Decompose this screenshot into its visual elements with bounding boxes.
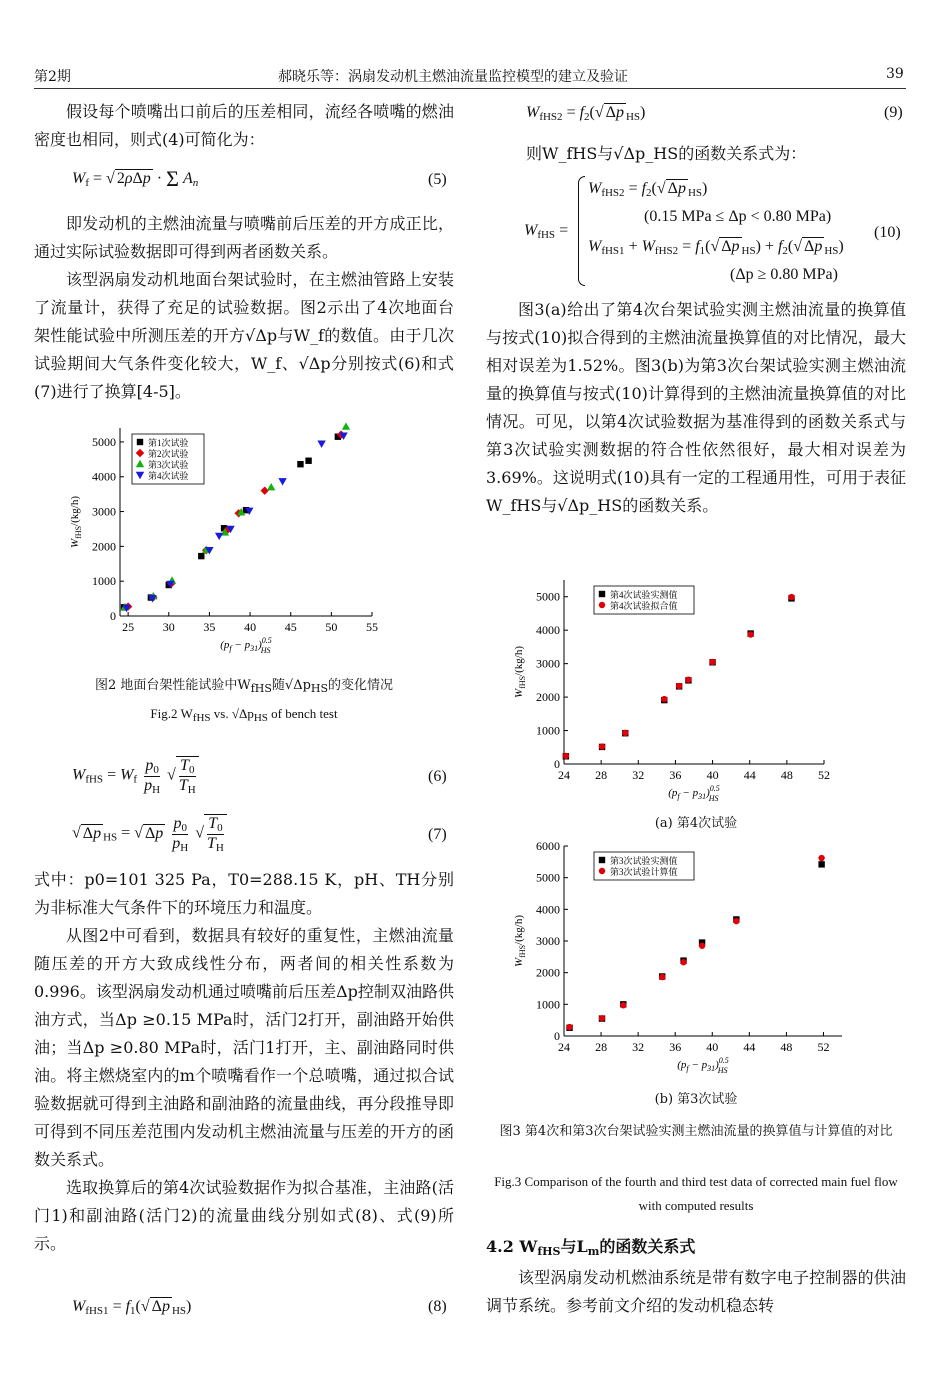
y-axis-label: $W_{fHS}/(kg/h)$ xyxy=(69,495,83,549)
x-tick-label: 24 xyxy=(558,1040,570,1054)
data-point xyxy=(297,461,303,467)
data-point xyxy=(747,631,753,637)
figure-3a-chart xyxy=(500,572,850,808)
paragraph: 式中：p0=101 325 Pa，T0=288.15 K，pH、TH分别为非标准大气条件下的环境压力和温度。 xyxy=(34,870,454,917)
equation-10-cond1: (0.15 MPa ≤ Δp < 0.80 MPa) xyxy=(644,208,832,225)
legend-marker xyxy=(599,602,605,608)
figure-2-caption-en: Fig.2 $W_{fHS}$ vs. $√\Delta p_{HS}$ of bench test xyxy=(150,706,338,724)
section-heading: 4.2 $W_{fHS}$与$L_m$的函数关系式 xyxy=(486,1237,696,1258)
data-point xyxy=(342,422,350,429)
paragraph: 从图2中可看到，数据具有较好的重复性，主燃油流量随压差的开方大致成线性分布，两者间的相关性系数为0.996。该型涡扇发动机通过喷嘴前后压差Δp控制双油路供油方式，当Δp ≥0.15 MPa时，活门2打开，副油路开始供油；当Δp ≥0.80 MPa时，活门1打开，主、副油路同时供油。将主燃烧室内的m个喷嘴看作一个总喷嘴，通过拟合试验数据就可得到主油路和副油路的流量曲线，再分段推导即可得到不同压差范围内发动机主燃油流量与压差的开方的函数关系式。 xyxy=(34,926,454,1169)
x-tick-label: 44 xyxy=(743,768,756,782)
equation-7: √ Δp $_{HS}$ = √ Δp $\frac{p_0}{p_H}$ √ $\frac{T_0}{T_H}$ xyxy=(72,814,227,854)
paragraph: 该型涡扇发动机地面台架试验时，在主燃油管路上安装了流量计，获得了充足的试验数据。图2示出了4次地面台架性能试验中所测压差的开方√Δp与W_f的数值。由于几次试验期间大气条件变化较大，W_f、√Δp分别按式(6)和式(7)进行了换算[4-5]。 xyxy=(34,270,454,401)
x-tick-label: 28 xyxy=(595,768,608,782)
y-tick-label: 0 xyxy=(554,1029,560,1043)
left-column-block xyxy=(34,210,454,406)
figure-3a-subcaption: (a) 第4次试验 xyxy=(654,816,738,831)
x-tick-label: 44 xyxy=(743,1040,756,1054)
x-tick-label: 36 xyxy=(669,768,682,782)
x-tick-label: 55 xyxy=(366,620,378,634)
figure-2-chart xyxy=(60,420,390,660)
x-tick-label: 48 xyxy=(780,768,793,782)
legend-entry: 第4次试验实测值 xyxy=(610,590,678,600)
data-point xyxy=(566,1024,572,1030)
x-tick-label: 40 xyxy=(244,620,257,634)
equation-number: (6) xyxy=(428,768,447,785)
paragraph: 则W_fHS与√Δp_HS的函数关系式为： xyxy=(526,144,807,163)
data-point xyxy=(267,483,275,490)
header-rule xyxy=(34,88,906,89)
legend-entry: 第2次试验 xyxy=(148,449,189,459)
equation-10-lhs: $W_{fHS}$ = xyxy=(524,222,569,241)
x-axis-label: $(p_f - p_{31})^{0.5}$ HS xyxy=(668,784,720,803)
data-point xyxy=(317,440,325,447)
paragraph: 选取换算后的第4次试验数据作为拟合基准，主油路(活门1)和副油路(活门2)的流量曲线分别如式(8)、式(9)所示。 xyxy=(34,1178,454,1253)
y-tick-label: 4000 xyxy=(536,902,560,917)
legend-marker xyxy=(599,868,605,874)
y-tick-label: 1000 xyxy=(536,997,560,1012)
y-tick-label: 3000 xyxy=(536,934,560,948)
y-tick-label: 4000 xyxy=(92,469,116,484)
equation-10-cond2: (Δp ≥ 0.80 MPa) xyxy=(730,266,838,283)
left-column xyxy=(34,98,454,154)
y-tick-label: 1000 xyxy=(536,723,560,738)
legend-entry: 第3次试验实测值 xyxy=(610,856,678,866)
figure-3-caption-en: Fig.3 Comparison of the fourth and third test data of corrected main fuel flow with computed results xyxy=(494,1174,898,1213)
legend-entry: 第3次试验计算值 xyxy=(610,867,678,877)
equation-number: (8) xyxy=(428,1298,447,1315)
x-tick-label: 45 xyxy=(284,620,297,634)
legend-entry: 第4次试验 xyxy=(148,471,189,481)
page-number: 39 xyxy=(886,66,904,82)
y-tick-label: 0 xyxy=(110,609,116,623)
y-tick-label: 6000 xyxy=(536,839,560,853)
figure-2-caption-cn: 图2 地面台架性能试验中$W_{fHS}$随$√\Delta p_{HS}$的变化情况 xyxy=(94,678,394,695)
equation-10-case2: $W_{fHS1} + W_{fHS2} = f_1(√$ Δp $_{HS}) + f_2(√$ Δp $_{HS}$) xyxy=(588,238,844,257)
legend-entry: 第3次试验 xyxy=(148,460,189,470)
equation-5: $W_f$ = √ 2ρΔp · Σ $A_n$ xyxy=(72,166,199,191)
legend-entry: 第4次试验拟合值 xyxy=(610,601,678,611)
left-column-block xyxy=(34,866,454,1258)
legend-marker xyxy=(599,591,605,597)
y-tick-label: 2000 xyxy=(536,690,560,705)
equation-6: $W_{fHS} = W_f$ $\frac{p_0}{p_H}$ √ $\frac{T_0}{T_H}$ xyxy=(72,756,199,796)
equation-9: $W_{fHS2} = f_2(√$ Δp $_{HS}$) xyxy=(526,104,646,123)
data-point xyxy=(599,743,605,749)
legend-marker xyxy=(137,439,143,445)
equation-8: $W_{fHS1} = f_1(√$ Δp $_{HS}$) xyxy=(72,1298,192,1317)
paragraph: 假设每个喷嘴出口前后的压差相同，流经各喷嘴的燃油密度也相同，则式(4)可简化为： xyxy=(34,102,454,149)
right-column-block xyxy=(486,296,906,520)
y-tick-label: 5000 xyxy=(536,589,560,604)
figure-3b-chart xyxy=(500,836,850,1084)
data-point xyxy=(788,594,794,600)
data-point xyxy=(599,1015,605,1021)
data-point xyxy=(699,943,705,949)
y-axis-label: $W_{fHS}/(kg/h)$ xyxy=(513,645,527,699)
paragraph: 即发动机的主燃油流量与喷嘴前后压差的开方成正比，通过实际试验数据即可得到两者函数关系。 xyxy=(34,214,454,261)
legend-entry: 第1次试验 xyxy=(148,438,189,448)
data-point xyxy=(676,683,682,689)
figure-3b-subcaption: (b) 第3次试验 xyxy=(654,1092,738,1107)
paragraph: 该型涡扇发动机燃油系统是带有数字电子控制器的供油调节系统。参考前文介绍的发动机稳态转 xyxy=(486,1268,906,1315)
x-axis-label: $(p_f - p_{31})^{0.5}$ HS xyxy=(677,1056,729,1075)
data-point xyxy=(563,753,569,759)
right-column-block xyxy=(486,1264,906,1320)
data-point xyxy=(659,974,665,980)
x-axis-label: $(p_f - p_{31})^{0.5}$ HS xyxy=(220,636,272,655)
x-tick-label: 52 xyxy=(817,1040,830,1054)
x-tick-label: 36 xyxy=(669,1040,682,1054)
x-tick-label: 25 xyxy=(122,620,135,634)
data-point xyxy=(622,730,628,736)
y-tick-label: 4000 xyxy=(536,623,560,638)
figure-3-caption-cn: 图3 第4次和第3次台架试验实测主燃油流量的换算值与计算值的对比 xyxy=(499,1124,893,1139)
equation-10-case1: $W_{fHS2} = f_2(√$ Δp $_{HS}$) xyxy=(588,180,708,199)
x-tick-label: 40 xyxy=(706,1040,719,1054)
y-tick-label: 1000 xyxy=(92,574,116,589)
y-tick-label: 2000 xyxy=(536,965,560,980)
equation-number: (9) xyxy=(884,104,903,121)
y-tick-label: 2000 xyxy=(92,539,116,554)
y-axis-label: $W_{fHS}/(kg/h)$ xyxy=(513,914,527,968)
running-title: 郝晓乐等：涡扇发动机主燃油流量监控模型的建立及验证 xyxy=(278,69,628,85)
x-tick-label: 52 xyxy=(818,768,830,782)
equation-number: (5) xyxy=(428,171,447,188)
x-tick-label: 40 xyxy=(706,768,719,782)
data-point xyxy=(709,659,715,665)
data-point xyxy=(818,855,824,861)
y-tick-label: 3000 xyxy=(536,656,560,671)
journal-issue: 第2期 xyxy=(34,69,71,85)
x-tick-label: 48 xyxy=(780,1040,793,1054)
x-tick-label: 35 xyxy=(203,620,216,634)
data-point xyxy=(620,1002,626,1008)
data-point xyxy=(215,533,223,540)
x-tick-label: 32 xyxy=(632,768,645,782)
y-tick-label: 5000 xyxy=(536,870,560,885)
data-point xyxy=(818,861,824,867)
data-point xyxy=(680,959,686,965)
data-point xyxy=(685,676,691,682)
legend-marker xyxy=(599,857,605,863)
equation-number: (7) xyxy=(428,826,447,843)
data-point xyxy=(260,486,268,494)
equation-brace xyxy=(578,176,585,286)
paragraph: 图3(a)给出了第4次台架试验实测主燃油流量的换算值与按式(10)拟合得到的主燃油流量换算值的对比情况，最大相对误差为1.52%。图3(b)为第3次台架试验实测主燃油流量的换算值与按式(10)计算得到的主燃油流量换算值的对比情况。可见，以第4次试验数据为基准得到的函数关系式与第3次试验实测数据的符合性依然很好，最大相对误差为3.69%。这说明式(10)具有一定的工程通用性，可用于表征W_fHS与√Δp_HS的函数关系。 xyxy=(486,300,906,515)
y-tick-label: 5000 xyxy=(92,434,116,449)
data-point xyxy=(733,918,739,924)
x-tick-label: 30 xyxy=(162,620,175,634)
data-point xyxy=(278,478,286,485)
x-tick-label: 28 xyxy=(595,1040,608,1054)
equation-number: (10) xyxy=(874,224,901,241)
data-point xyxy=(305,458,311,464)
x-tick-label: 24 xyxy=(558,768,570,782)
y-tick-label: 3000 xyxy=(92,504,116,519)
x-tick-label: 50 xyxy=(325,620,338,634)
y-tick-label: 0 xyxy=(554,757,560,771)
x-tick-label: 32 xyxy=(632,1040,645,1054)
data-point xyxy=(198,553,204,559)
data-point xyxy=(661,696,667,702)
